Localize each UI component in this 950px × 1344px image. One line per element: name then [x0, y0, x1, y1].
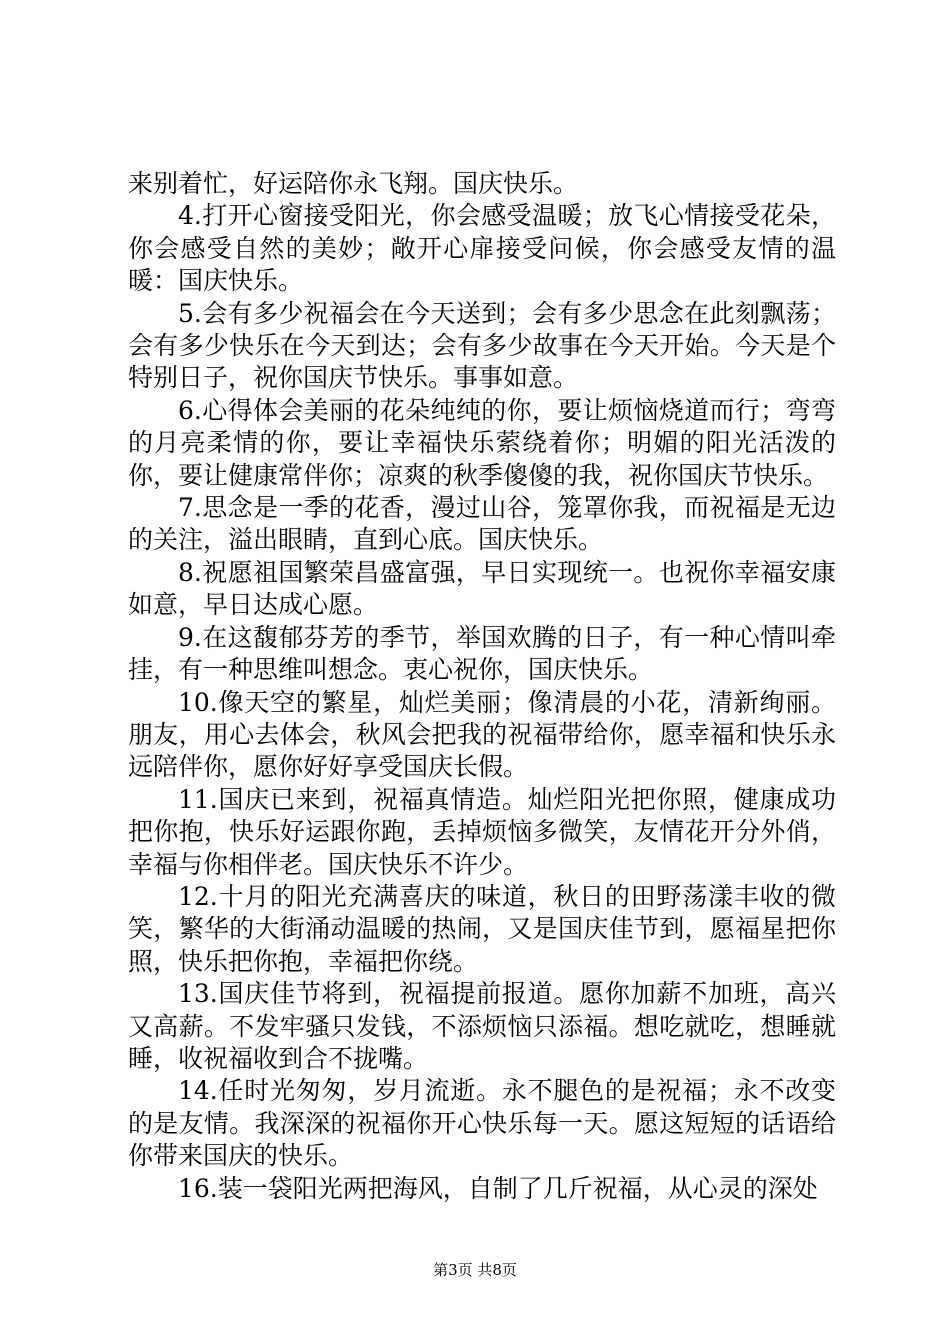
paragraph-item-13: 13.国庆佳节将到，祝福提前报道。愿你加薪不加班，高兴又高薪。不发牢骚只发钱，不添烦恼只添福。想吃就吃，想睡就睡，收祝福收到合不拢嘴。: [128, 979, 836, 1073]
paragraph-item-6: 6.心得体会美丽的花朵纯纯的你，要让烦恼烧道而行；弯弯的月亮柔情的你，要让幸福快乐萦绕着你；明媚的阳光活泼的你，要让健康常伴你；凉爽的秋季傻傻的我，祝你国庆节快乐。: [128, 395, 836, 490]
paragraph-item-5: 5.会有多少祝福会在今天送到；会有多少思念在此刻飘荡；会有多少快乐在今天到达；会有多少故事在今天开始。今天是个特别日子，祝你国庆节快乐。事事如意。: [128, 298, 836, 393]
paragraph-item-16: 16.装一袋阳光两把海风，自制了几斤祝福，从心灵的深处: [178, 1173, 818, 1203]
page-number-footer: 第3页 共8页: [433, 1261, 517, 1279]
paragraph-item-8: 8.祝愿祖国繁荣昌盛富强，早日实现统一。也祝你幸福安康如意，早日达成心愿。: [128, 557, 836, 620]
paragraph-item-10: 10.像天空的繁星，灿烂美丽；像清晨的小花，清新绚丽。朋友，用心去体会，秋风会把我的祝福带给你，愿幸福和快乐永远陪伴你，愿你好好享受国庆长假。: [128, 687, 836, 782]
paragraph-item-11: 11.国庆已来到，祝福真情造。灿烂阳光把你照，健康成功把你抱，快乐好运跟你跑，丢掉烦恼多微笑，友情花开分外俏，幸福与你相伴老。国庆快乐不许少。: [128, 784, 836, 879]
paragraph-item-9: 9.在这馥郁芬芳的季节，举国欢腾的日子，有一种心情叫牵挂，有一种思维叫想念。衷心祝你，国庆快乐。: [128, 622, 836, 685]
document-body: [128, 168, 836, 1205]
paragraph-item-14: 14.任时光匆匆，岁月流逝。永不腿色的是祝福；永不改变的是友情。我深深的祝福你开心快乐每一天。愿这短短的话语给你带来国庆的快乐。: [128, 1076, 836, 1171]
paragraph-item-4: 4.打开心窗接受阳光，你会感受温暖；放飞心情接受花朵，你会感受自然的美妙；敞开心扉接受问候，你会感受友情的温暖：国庆快乐。: [128, 201, 836, 296]
paragraph-item-7: 7.思念是一季的花香，漫过山谷，笼罩你我，而祝福是无边的关注，溢出眼睛，直到心底。国庆快乐。: [128, 493, 836, 555]
paragraph-continuation: 来别着忙，好运陪你永飞翔。国庆快乐。: [128, 169, 579, 198]
paragraph-item-12: 12.十月的阳光充满喜庆的味道，秋日的田野荡漾丰收的微笑，繁华的大街涌动温暖的热闹，又是国庆佳节到，愿福星把你照，快乐把你抱，幸福把你绕。: [128, 881, 836, 976]
